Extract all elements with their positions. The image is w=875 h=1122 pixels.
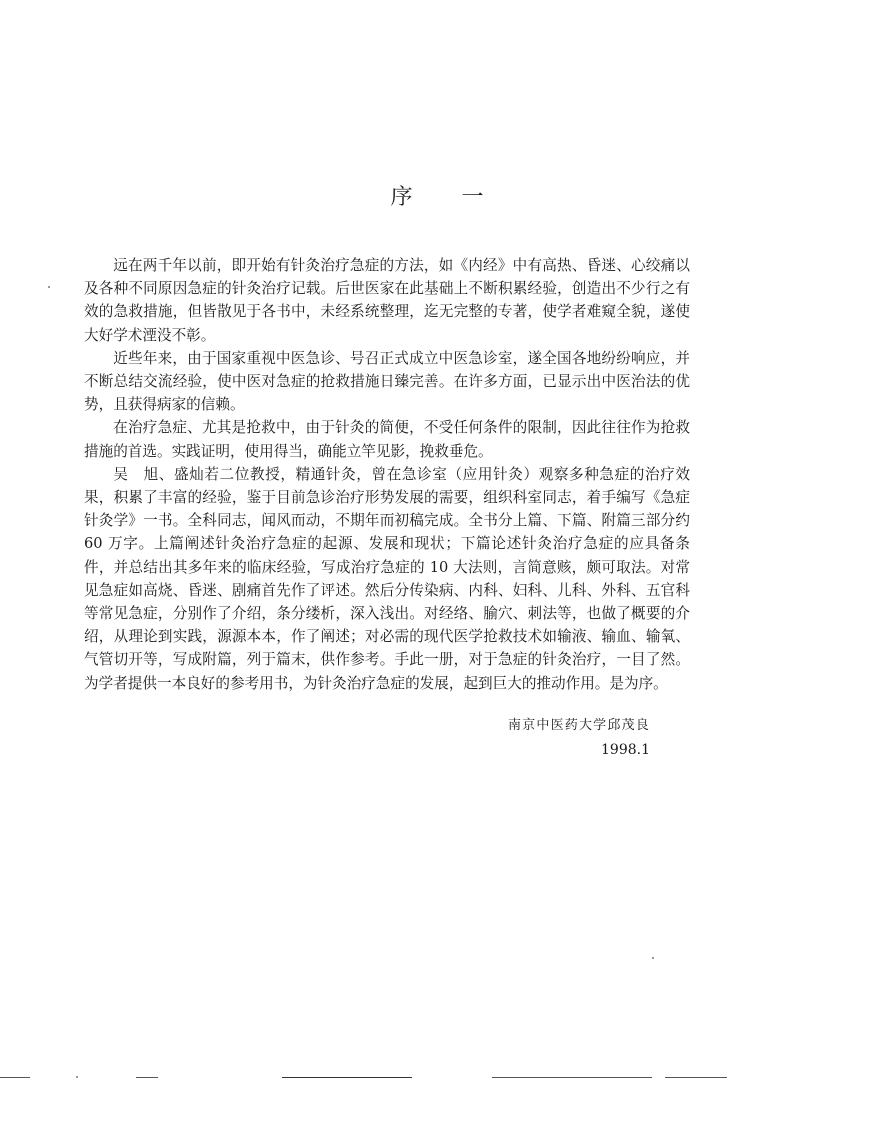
title-char-1: 序 xyxy=(390,185,414,210)
scan-artifact-line xyxy=(136,1077,158,1078)
preface-body xyxy=(84,254,690,695)
scan-artifact-speck xyxy=(76,1076,78,1078)
title-char-2: 一 xyxy=(461,185,485,210)
signature-author: 南京中医药大学邱茂良 xyxy=(507,718,650,733)
paragraph-1: 远在两千年以前，即开始有针灸治疗急症的方法，如《内经》中有高热、昏迷、心绞痛以及各种不同原因急症的针灸治疗记载。后世医家在此基础上不断积累经验，创造出不少行之有效的急救措施，但皆散见于各书中，未经系统整理，迄无完整的专著，使学者难窥全貌，遂使大好学术湮没不彰。 xyxy=(84,257,690,344)
scan-artifact-speck xyxy=(652,957,654,959)
preface-title xyxy=(0,184,875,212)
scan-artifact-line xyxy=(282,1077,412,1078)
scan-artifact-line xyxy=(492,1077,652,1078)
paragraph-4: 吴 旭、盛灿若二位教授，精通针灸，曾在急诊室（应用针灸）观察多种急症的治疗效果，积累了丰富的经验，鉴于目前急诊治疗形势发展的需要，组织科室同志，着手编写《急症针灸学》一书。全科同志，闻风而动，不期年而初稿完成。全书分上篇、下篇、附篇三部分约 60 万字。上篇阐述针灸治疗急症的起源、发展和现状；下篇论述针灸治疗急症的应具备条件，并总结出其多年来的临床经验，写成治疗急症的 10 大法则，言简意赅，颇可取法。对常见急症如高烧、昏迷、剧痛首先作了评述。然后分传染病、内科、妇科、儿科、外科、五官科等常见急症，分别作了介绍，条分缕析，深入浅出。对经络、腧穴、刺法等，也做了概要的介绍，从理论到实践，源源本本，作了阐述；对必需的现代医学抢救技术如输液、输血、输氧、气管切开等，写成附篇，列于篇末，供作参考。手此一册，对于急症的针灸治疗，一目了然。为学者提供一本良好的参考用书，为针灸治疗急症的发展，起到巨大的推动作用。是为序。 xyxy=(84,465,690,692)
scan-artifact-line xyxy=(665,1077,727,1078)
signature-block xyxy=(470,715,650,761)
paragraph-2: 近些年来，由于国家重视中医急诊、号召正式成立中医急诊室，遂全国各地纷纷响应，并不断总结交流经验，使中医对急症的抢救措施日臻完善。在许多方面，已显示出中医治法的优势，且获得病家的信赖。 xyxy=(84,349,690,414)
signature-date: 1998.1 xyxy=(601,742,650,758)
scan-artifact-speck xyxy=(48,286,50,288)
scan-artifact-line xyxy=(0,1077,30,1078)
paragraph-3: 在治疗急症、尤其是抢救中，由于针灸的简便，不受任何条件的限制，因此往往作为抢救措施的首选。实践证明，使用得当，确能立竿见影，挽救垂危。 xyxy=(84,419,690,460)
